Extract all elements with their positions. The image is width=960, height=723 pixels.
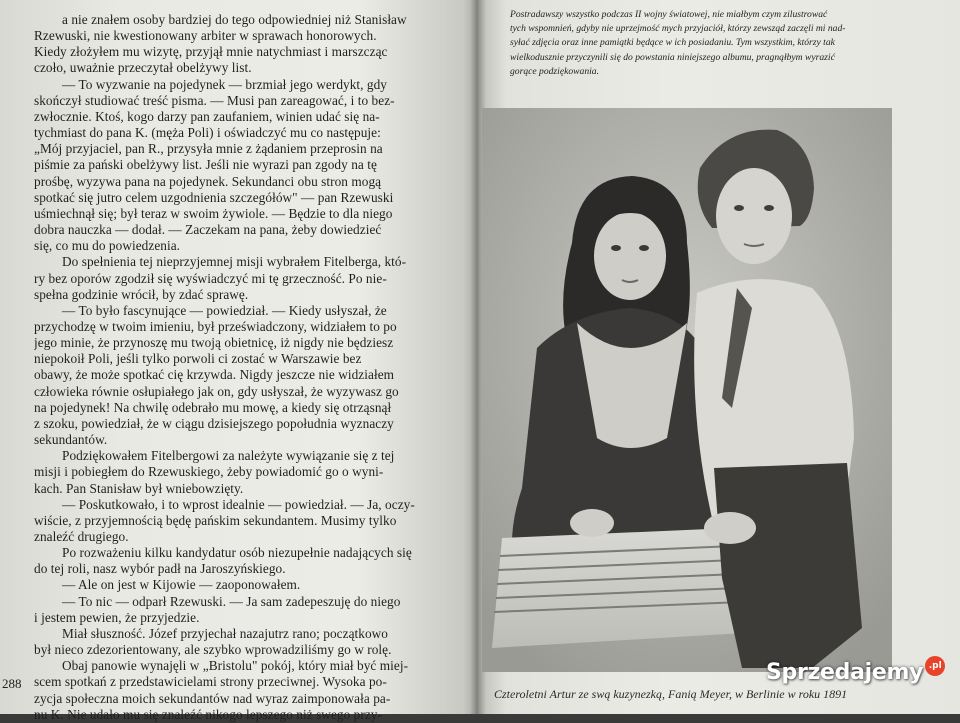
text-line: a nie znałem osoby bardziej do tego odpowiedniej niż Stanisław xyxy=(62,12,407,27)
text-line: „Mój przyjaciel, pan R., przysyła mnie z żądaniem przeprosin na xyxy=(34,141,383,157)
text-line: Obaj panowie wynajęli w „Bristolu" pokój, który miał być miej- xyxy=(62,658,409,674)
left-page-text xyxy=(34,12,466,723)
text-line: do tej roli, nasz wybór padł na Jaroszyńskiego. xyxy=(34,561,286,577)
text-line: się, co mu do powiedzenia. xyxy=(34,238,181,254)
text-line: — Poskutkowało, i to wprost idealnie — powiedział. — Ja, oczy- xyxy=(62,496,415,512)
dedication-line: Postradawszy wszystko podczas II wojny światowej, nie miałbym czym zilustrować xyxy=(510,9,828,20)
text-line: człowieka równie osłupiałego jak on, gdy usłyszał, że wyzywasz go xyxy=(34,383,399,399)
text-line: spełna godzinie wrócił, by zdać sprawę. xyxy=(34,286,249,302)
dedication-line: gorące podziękowania. xyxy=(510,65,599,77)
text-line: Rzewuski, nie kwestionowany arbiter w sprawach honorowych. xyxy=(34,28,377,44)
text-line: scem spotkań z przedstawicielami strony przeciwnej. Wysoka po- xyxy=(34,674,387,690)
text-line: dobra nauczka — dodał. — Zaczekam na pana, żeby dowiedzieć xyxy=(34,222,382,238)
text-line: — To wyzwanie na pojedynek — brzmiał jego werdykt, gdy xyxy=(62,76,387,92)
watermark-badge: .pl xyxy=(925,656,945,676)
sprzedajemy-watermark xyxy=(766,660,945,685)
text-line: znaleźć drugiego. xyxy=(34,529,129,544)
text-line: — Ale on jest w Kijowie — zaoponowałem. xyxy=(62,577,301,593)
text-line: — To nic — odparł Rzewuski. — Ja sam zadepeszuję do niego xyxy=(62,593,401,609)
text-line: nu K. Nie udało mu się znaleźć nikogo lepszego niż swego przy- xyxy=(34,706,382,722)
text-line: i jestem pewien, że przyjedzie. xyxy=(34,609,200,625)
text-line: ry bez oporów zgodził się wyświadczyć mi tę grzeczność. Po nie- xyxy=(34,270,387,286)
text-line: prośbę, wyzywa pana na pojedynek. Sekundanci obu stron mogą xyxy=(34,173,382,189)
photo-caption: Czteroletni Artur ze swą kuzynezką, Fanią Meyer, w Berlinie w roku 1891 xyxy=(494,687,848,701)
dedication-line: wielkodusznie przyczynili się do powstania niniejszego albumu, pragnąłbym wyrazić xyxy=(510,51,835,63)
text-line: zycja społeczna moich sekundantów nad wyraz zaimponowała pa- xyxy=(34,690,391,706)
text-line: skończył studiować treść pisma. — Musi pan zareagować, i to bez- xyxy=(34,92,395,108)
text-line: tychmiast do pana K. (męża Poli) i oświadczyć mu co następuje: xyxy=(34,125,381,141)
text-line: wiście, z przyjemnością będę pańskim sekundantem. Musimy tylko xyxy=(34,512,397,528)
text-line: — To było fascynujące — powiedział. — Kiedy usłyszał, że xyxy=(62,302,387,318)
text-line: był nieco zdezorientowany, ale szybko wprowadziliśmy go w rolę. xyxy=(34,642,392,658)
photo-two-children xyxy=(482,108,892,672)
text-line: spotkać się jutro celem uzgodnienia szczegółów" — pan Rzewuski xyxy=(34,189,394,205)
watermark-logo-text: Sprzedajemy xyxy=(766,660,924,685)
text-line: piśmie za pański obelżywy list. Jeśli nie wyrazi pan zgody na tę xyxy=(34,157,377,173)
text-line: kach. Pan Stanisław był wniebowzięty. xyxy=(34,480,244,496)
text-line: czoło, uważnie przeczytał obelżywy list. xyxy=(34,60,252,76)
text-line: niepokoił Poli, jeśli tylko porwoli ci zostać w Warszawie bez xyxy=(34,351,362,367)
text-line: Kiedy złożyłem mu wizytę, przyjął mnie natychmiast i marszcząc xyxy=(34,44,388,60)
text-line: Miał słuszność. Józef przyjechał nazajutrz rano; początkowo xyxy=(62,625,389,641)
text-line: Podziękowałem Fitelbergowi za należyte wywiązanie się z tej xyxy=(62,448,395,464)
text-line: przychodzę w twoim imieniu, był przeświadczony, widziałem to po xyxy=(34,318,397,334)
text-line: z szoku, powiedział, że w ciągu dzisiejszego popołudnia wyznaczy xyxy=(34,415,394,431)
text-line: zwłocznie. Ktoś, kogo darzy pan zaufaniem, winien udać się na- xyxy=(34,108,380,124)
text-line: misji i pobiegłem do Rzewuskiego, żeby powiadomić go o wyni- xyxy=(34,464,384,480)
text-line: na pojedynek! Na chwilę odebrało mu mowę, a kiedy się otrząsnął xyxy=(34,399,392,415)
text-line: uśmiechnął się; był teraz w swoim żywiole. — Będzie to dla niego xyxy=(34,205,393,221)
text-line: Po rozważeniu kilku kandydatur osób niezupełnie nadających się xyxy=(62,545,412,561)
dedication-note xyxy=(510,8,910,79)
text-line: obawy, że może spotkać cię krzywda. Nigdy jeszcze nie widziałem xyxy=(34,367,395,383)
left-page xyxy=(0,0,478,722)
page-number: 288 xyxy=(2,676,22,691)
text-line: Do spełnienia tej nieprzyjemnej misji wybrałem Fitelberga, któ- xyxy=(62,254,407,270)
text-line: sekundantów. xyxy=(34,432,108,448)
text-line: jego minie, że przynoszę mu twoją obietnicę, iż nigdy nie będziesz xyxy=(34,335,394,351)
dedication-line: syłać zdjęcia oraz inne pamiątki będące w ich posiadaniu. Tym wszystkim, którzy tak xyxy=(510,37,835,49)
dedication-line: tych wspomnień, gdyby nie uprzejmość mych przyjaciół, którzy zewsząd zaczęli mi nad- xyxy=(510,23,846,35)
